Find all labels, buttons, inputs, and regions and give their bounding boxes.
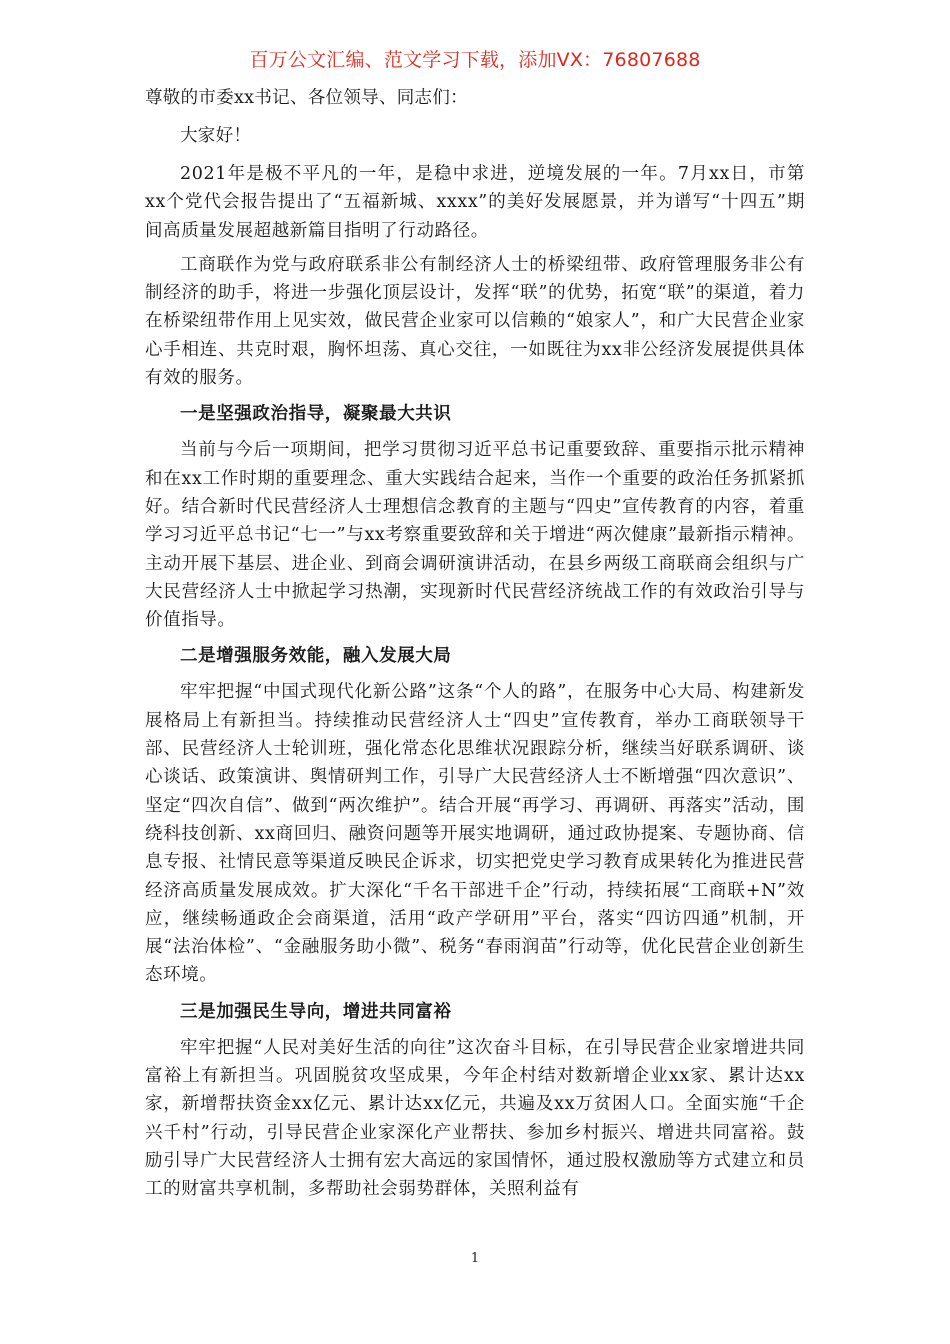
page-number: 1 [470, 1251, 480, 1266]
salutation: 尊敬的市委xx书记、各位领导、同志们： [145, 88, 468, 108]
intro-paragraph: 2021年是极不平凡的一年，是稳中求进，逆境发展的一年。7月xx日，市第xx个党代会报告提出了“五福新城、xxxx”的美好发展愿景，并为谱写“十四五”期间高质量发展超越新篇目指明了行动路径。 [145, 164, 805, 241]
section-heading: 二是增强服务效能，融入发展大局 [180, 646, 452, 667]
section-heading: 三是加强民生导向，增进共同富裕 [180, 1001, 452, 1022]
section-paragraph: 当前与今后一项期间，把学习贯彻习近平总书记重要致辞、重要指示批示精神和在xx工作时期的重要理念、重大实践结合起来，当作一个重要的政治任务抓紧抓好。结合新时代民营经济人士理想信念教育的主题与“四史”宣传教育的内容，着重学习习近平总书记“七一”与xx考察重要致辞和关于增进“两次健康”最新指示精神。主动开展下基层、进企业、到商会调研演讲活动，在县乡两级工商联商会组织与广大民营经济人士中掀起学习热潮，实现新时代民营经济统战工作的有效政治引导与价值指导。 [145, 440, 805, 631]
section-heading: 一是坚强政治指导，凝聚最大共识 [180, 404, 452, 425]
section-paragraph: 牢牢把握“中国式现代化新公路”这条“个人的路”，在服务中心大局、构建新发展格局上有新担当。持续推动民营经济人士“四史”宣传教育，举办工商联领导干部、民营经济人士轮训班，强化常态化思维状况跟踪分析，继续当好联系调研、谈心谈话、政策演讲、舆情研判工作，引导广大民营经济人士不断增强“四次意识”、坚定“四次自信”、做到“两次维护”。结合开展“再学习、再调研、再落实”活动，围绕科技创新、xx商回归、融资问题等开展实地调研，通过政协提案、专题协商、信息专报、社情民意等渠道反映民企诉求，切实把党史学习教育成果转化为推进民营经济高质量发展成效。扩大深化“千名干部进千企”行动，持续拓展“工商联+N”效应，继续畅通政企会商渠道，活用“政产学研用”平台，落实“四访四通”机制，开展“法治体检”、“金融服务助小微”、税务“春雨润苗”行动等，优化民营企业创新生态环境。 [145, 682, 805, 986]
watermark-banner: 百万公文汇编、范文学习下载，添加VX：76807688 [249, 49, 701, 71]
document-body [145, 82, 805, 1210]
greeting: 大家好！ [180, 126, 252, 146]
role-paragraph: 工商联作为党与政府联系非公有制经济人士的桥梁纽带、政府管理服务非公有制经济的助手，将进一步强化顶层设计，发挥“联”的优势，拓宽“联”的渠道，着力在桥梁纽带作用上见实效，做民营企业家可以信赖的“娘家人”，和广大民营企业家心手相连、共克时艰，胸怀坦荡、真心交往，一如既往为xx非公经济发展提供具体有效的服务。 [145, 254, 805, 389]
section-paragraph: 牢牢把握“人民对美好生活的向往”这次奋斗目标，在引导民营企业家增进共同富裕上有新担当。巩固脱贫攻坚成果，今年企村结对数新增企业xx家、累计达xx家，新增帮扶资金xx亿元、累计达xx亿元，共遍及xx万贫困人口。全面实施“千企兴千村”行动，引导民营企业家深化产业帮扶、参加乡村振兴、增进共同富裕。鼓励引导广大民营经济人士拥有宏大高远的家国情怀，通过股权激励等方式建立和员工的财富共享机制，多帮助社会弱势群体，关照利益有 [145, 1037, 805, 1200]
